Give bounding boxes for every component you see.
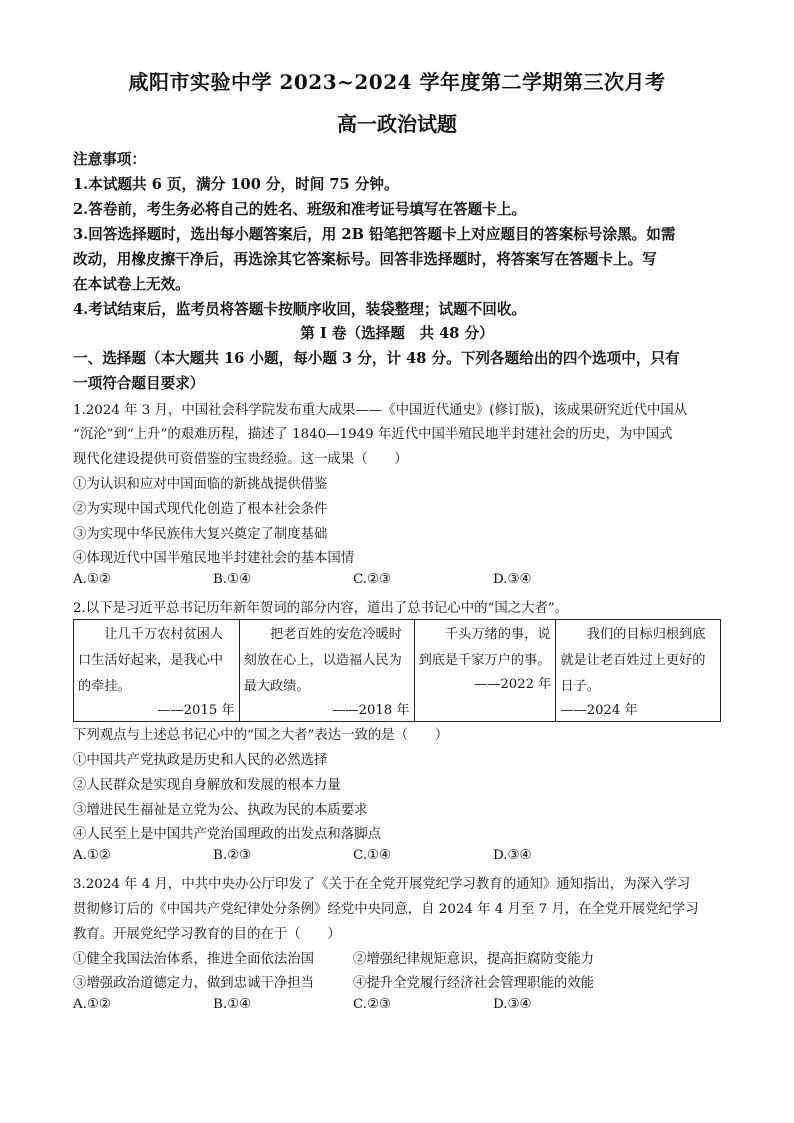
quote-text: 我们的目标归根到底就是让老百姓过上更好的日子。 [560, 627, 706, 694]
option-c: C.①④ [353, 848, 392, 863]
option-b: B.②③ [213, 848, 252, 863]
option-d: D.③④ [493, 997, 532, 1012]
quote-year: ——2015 年 [157, 703, 235, 718]
question-stem: 教育。开展党纪学习教育的目的在于（ ） [73, 927, 341, 942]
question-prompt: 下列观点与上述总书记心中的“国之大者”表达一致的是（ ） [73, 728, 449, 743]
option-b: B.①④ [213, 997, 252, 1012]
notice-line: 在本试卷上无效。 [73, 276, 190, 293]
notice-line: 3.回答选择题时，选出每小题答案后，用 2B 铅笔把答题卡上对应题目的答案标号涂黑。如需 [73, 226, 676, 243]
statement: ④提升全党履行经济社会管理职能的效能 [353, 976, 595, 991]
quote-year: ——2024 年 [560, 703, 638, 718]
quote-table [73, 619, 721, 722]
statement: ④人民至上是中国共产党治国理政的出发点和落脚点 [73, 827, 381, 842]
option-c: C.②③ [353, 997, 392, 1012]
quote-text: 让几千万农村贫困人口生活好起来，是我心中的牵挂。 [78, 627, 224, 694]
option-a: A.①② [73, 572, 111, 587]
option-a: A.①② [73, 997, 111, 1012]
statement: ①中国共产党执政是历史和人民的必然选择 [73, 753, 328, 768]
statement: ③增进民生福祉是立党为公、执政为民的本质要求 [73, 803, 368, 818]
notice-line: 4.考试结束后，监考员将答题卡按顺序收回，装袋整理；试题不回收。 [73, 301, 527, 318]
question-stem: “沉沦”到“上升”的艰难历程，描述了 1840—1949 年近代中国半殖民地半封建社会的历史，为中国式 [73, 427, 673, 442]
option-c: C.②③ [353, 572, 392, 587]
quote-cell [556, 620, 721, 722]
option-d: D.③④ [493, 572, 532, 587]
notice-line: 2.答卷前，考生务必将自己的姓名、班级和准考证号填写在答题卡上。 [73, 201, 527, 218]
statement: ③为实现中华民族伟大复兴奠定了制度基础 [73, 527, 328, 542]
quote-year: ——2022 年 [474, 677, 552, 692]
exam-subtitle: 高一政治试题 [337, 112, 457, 136]
quote-cell [239, 620, 414, 722]
question-stem: 3.2024 年 4 月，中共中央办公厅印发了《关于在全党开展党纪学习教育的通知》通知指出，为深入学习 [73, 877, 691, 892]
notice-line: 改动，用橡皮擦干净后，再选涂其它答案标号。回答非选择题时，将答案写在答题卡上。写 [73, 251, 657, 268]
quote-text: 把老百姓的安危冷暖时刻放在心上，以造福人民为最大政绩。 [243, 627, 402, 694]
statement: ②增强纪律规矩意识，提高拒腐防变能力 [353, 952, 595, 967]
section-instruction: 一、选择题（本大题共 16 小题，每小题 3 分，计 48 分。下列各题给出的四个选项中，只有 [73, 350, 680, 367]
notice-line: 1.本试题共 6 页，满分 100 分，时间 75 分钟。 [73, 176, 399, 193]
option-a: A.①② [73, 848, 111, 863]
statement: ③增强政治道德定力，做到忠诚干净担当 [73, 976, 315, 991]
quote-cell [414, 620, 556, 722]
statement: ①健全我国法治体系，推进全面依法治国 [73, 952, 315, 967]
question-stem: 贯彻修订后的《中国共产党纪律处分条例》经党中央同意，自 2024 年 4 月至 7 月，在全党开展党纪学习 [73, 902, 699, 917]
exam-title: 咸阳市实验中学 2023~2024 学年度第二学期第三次月考 [128, 70, 666, 94]
quote-text: 千头万绪的事，说到底是千家万户的事。 [418, 627, 551, 668]
statement: ④体现近代中国半殖民地半封建社会的基本国情 [73, 551, 355, 566]
section-instruction: 一项符合题目要求） [73, 375, 205, 392]
question-stem: 现代化建设提供可资借鉴的宝贵经验。这一成果（ ） [73, 452, 408, 467]
option-d: D.③④ [493, 848, 532, 863]
quote-year: ——2018 年 [332, 703, 410, 718]
statement: ②人民群众是实现自身解放和发展的根本力量 [73, 778, 341, 793]
statement: ①为认识和应对中国面临的新挑战提供借鉴 [73, 477, 328, 492]
section-title: 第 I 卷（选择题 共 48 分） [300, 325, 494, 342]
question-stem: 2.以下是习近平总书记历年新年贺词的部分内容，道出了总书记心中的“国之大者”。 [73, 601, 569, 616]
notice-heading: 注意事项： [73, 151, 146, 168]
statement: ②为实现中国式现代化创造了根本社会条件 [73, 502, 328, 517]
question-stem: 1.2024 年 3 月，中国社会科学院发布重大成果——《中国近代通史》(修订版)，该成果研究近代中国从 [73, 403, 688, 418]
quote-cell [74, 620, 240, 722]
option-b: B.①④ [213, 572, 252, 587]
